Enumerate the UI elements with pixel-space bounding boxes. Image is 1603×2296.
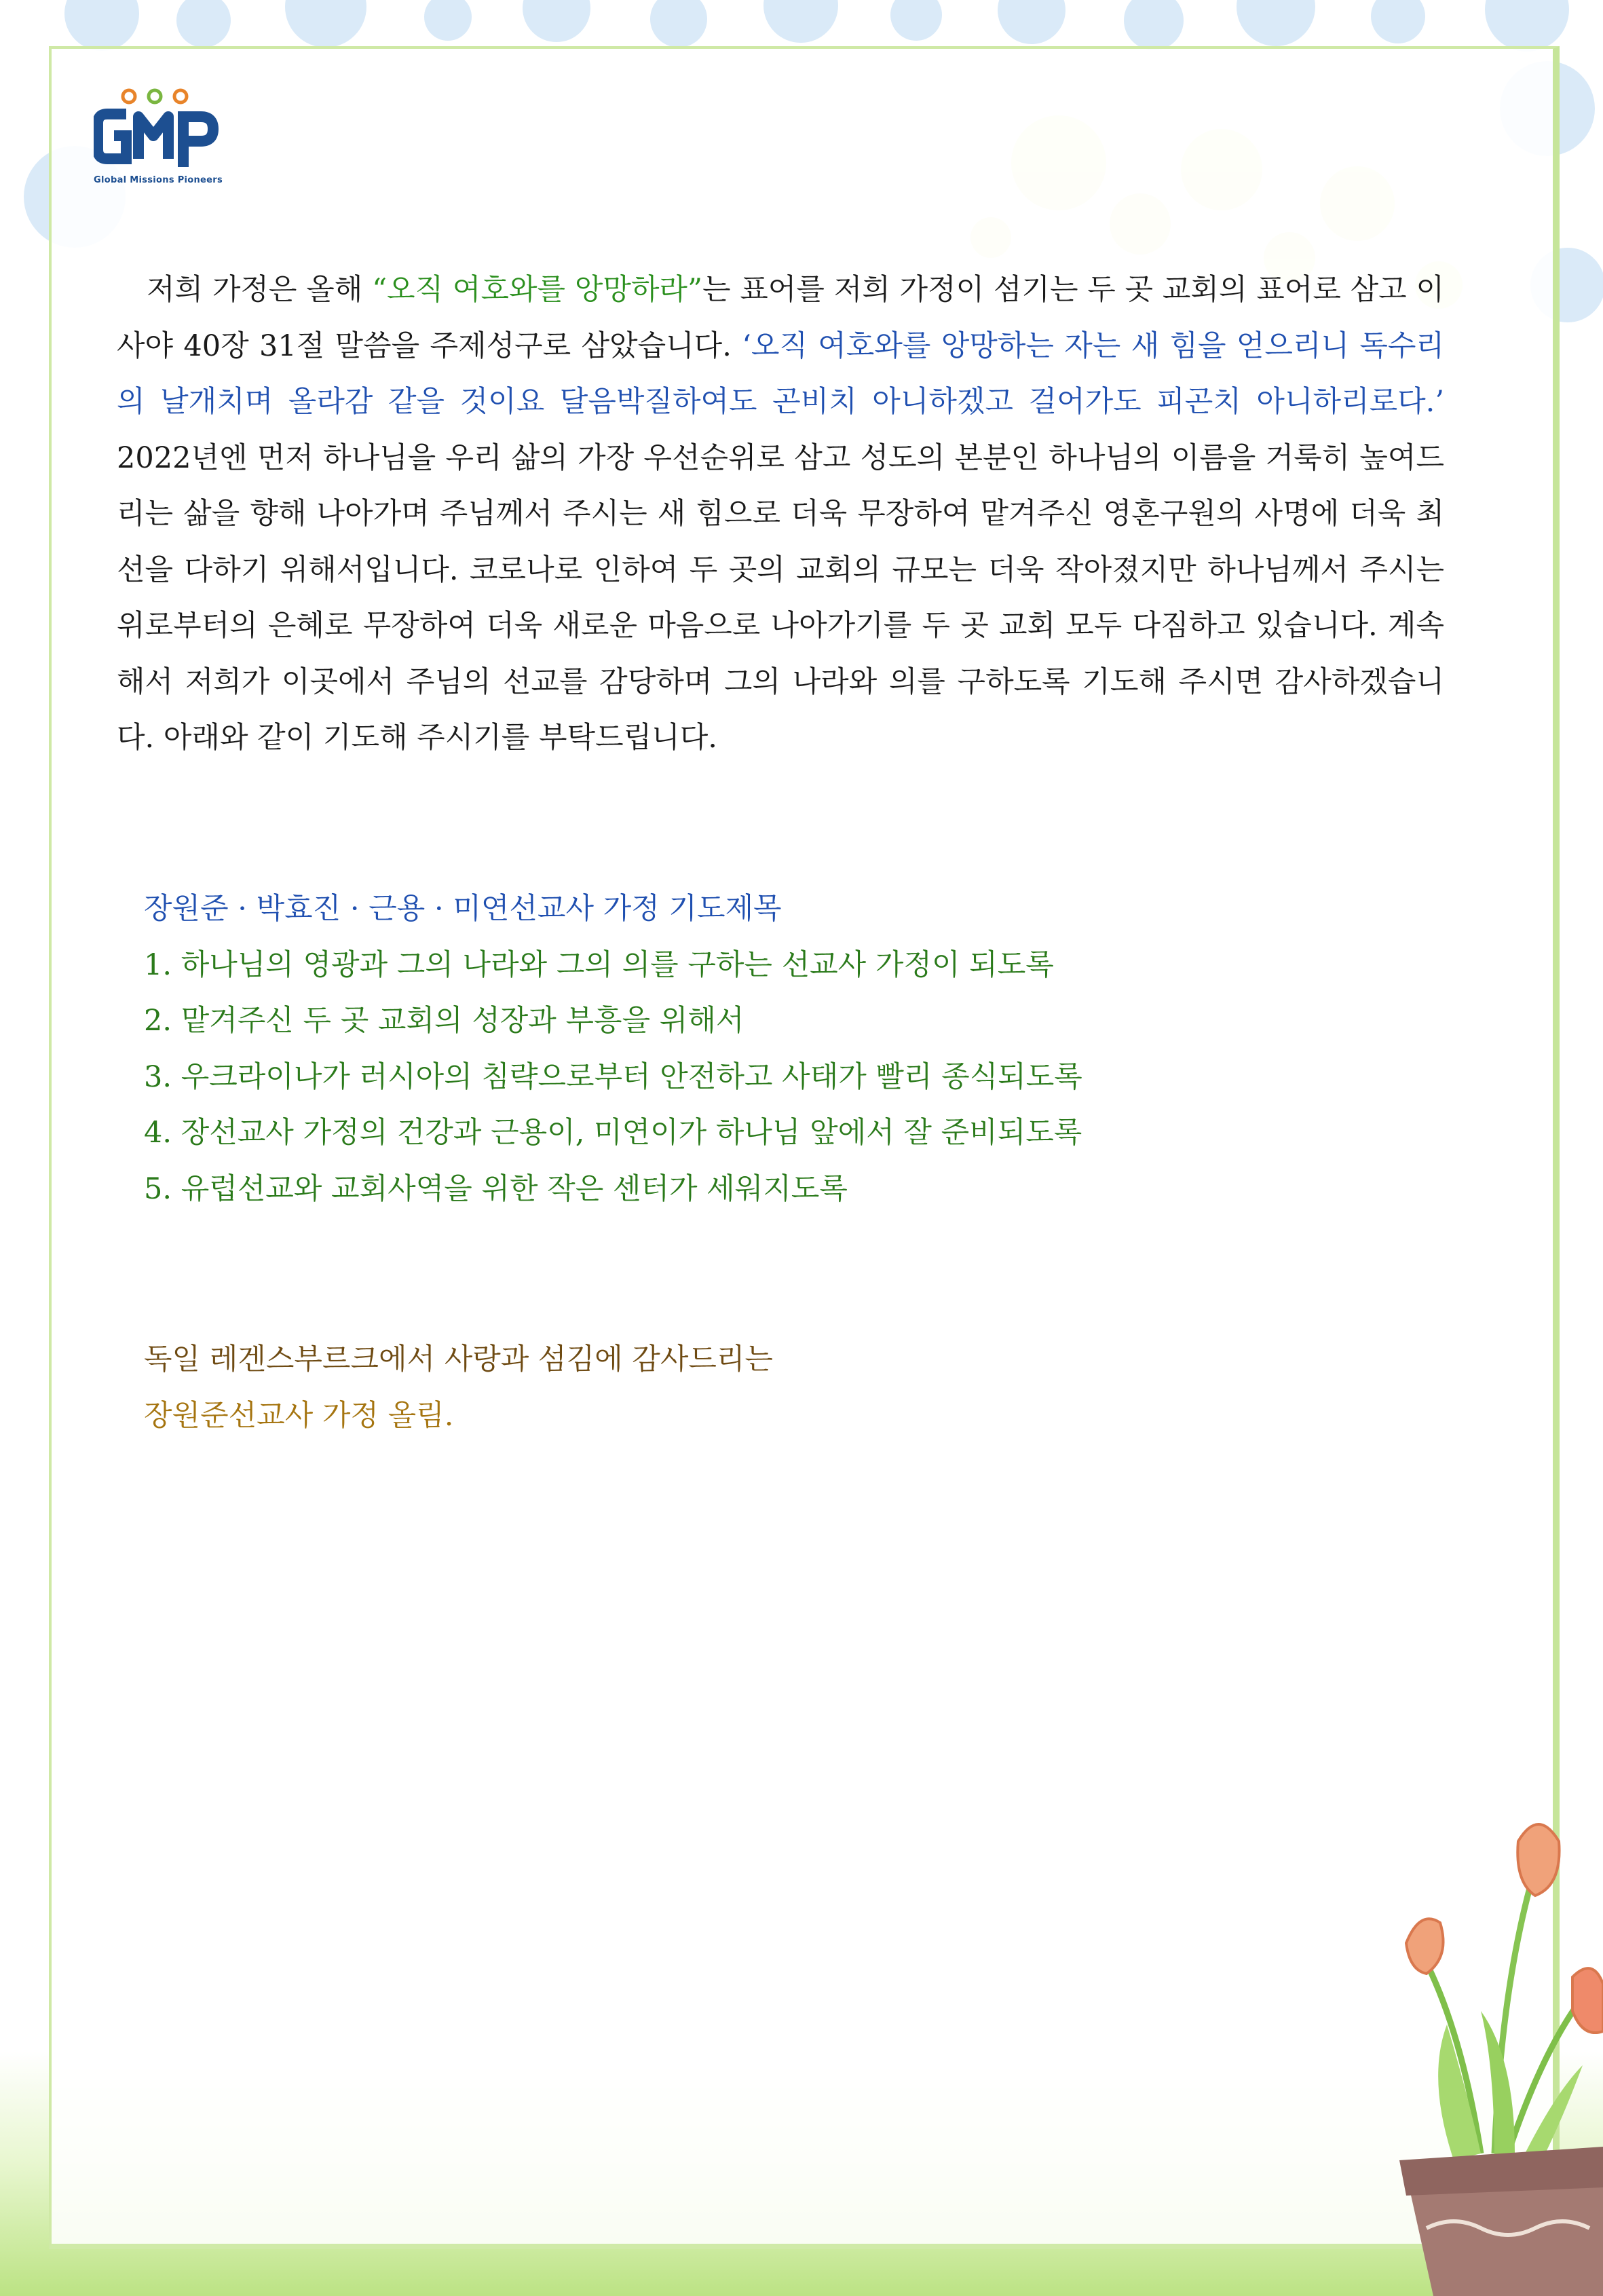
prayer-title: 장원준 · 박효진 · 근용 · 미연선교사 가정 기도제목: [144, 892, 782, 926]
prayer-list: [144, 937, 1082, 1218]
signature-line: 장원준선교사 가정 올림.: [144, 1398, 454, 1433]
prayer-item: 2. 맡겨주신 두 곳 교회의 성장과 부흥을 위해서: [144, 1004, 744, 1038]
prayer-item: 5. 유럽선교와 교회사역을 위한 작은 센터가 세워지도록: [144, 1171, 848, 1206]
closing-line: 독일 레겐스부르크에서 사랑과 섬김에 감사드리는: [144, 1342, 773, 1376]
prayer-item: 4. 장선교사 가정의 건강과 근용이, 미연이가 하나님 앞에서 잘 준비되도록: [144, 1116, 1082, 1150]
logo-caption: Global Missions Pioneers: [94, 175, 223, 185]
prayer-item: 3. 우크라이나가 러시아의 침략으로부터 안전하고 사태가 빨리 종식되도록: [144, 1059, 1082, 1094]
prayer-requests: [144, 881, 1082, 1217]
potted-plant-illustration: [1379, 1739, 1603, 2296]
letter-body: [117, 262, 1444, 766]
letter-text-1: 는 표어를 저희 가정이 섬기는 두 곳 교회의 표어로 삼고 이사야 40장 31절 말씀을 주제성구로 삼았습니다.: [117, 273, 1445, 363]
gmp-logo: [94, 81, 250, 190]
scripture-verse: ‘오직 여호와를 앙망하는 자는 새 힘을 얻으리니 독수리의 날개치며 올라감 같을 것이요 달음박질하여도 곤비치 아니하겠고 걸어가도 피곤치 아니하리로다.’: [117, 328, 1444, 419]
motto-quote: “오직 여호와를 앙망하라”: [372, 273, 702, 307]
letter-intro: 저희 가정은 올해: [147, 273, 373, 307]
letter-text-2: 2022년엔 먼저 하나님을 우리 삶의 가장 우선순위로 삼고 성도의 본분인 하나님의 이름을 거룩히 높여드리는 삶을 향해 나아가며 주님께서 주시는 새 힘으로 더욱 무장하여 맡겨주신 영혼구원의 사명에 더욱 최선을 다하기 위해서입니다. 코로나로 인하여 두 곳의 교회의 규모는 더욱 작아졌지만 하나님께서 주시는 위로부터의 은혜로 무장하여 더욱 새로운 마음으로 나아가기를 두 곳 교회 모두 다짐하고 있습니다. 계속해서 저희가 이곳에서 주님의 선교를 감당하며 그의 나라와 의를 구하도록 기도해 주시면 감사하겠습니다. 아래와 같이 기도해 주시기를 부탁드립니다.: [117, 440, 1444, 755]
prayer-item: 1. 하나님의 영광과 그의 나라와 그의 의를 구하는 선교사 가정이 되도록: [144, 947, 1054, 982]
closing-signature: [144, 1332, 773, 1444]
